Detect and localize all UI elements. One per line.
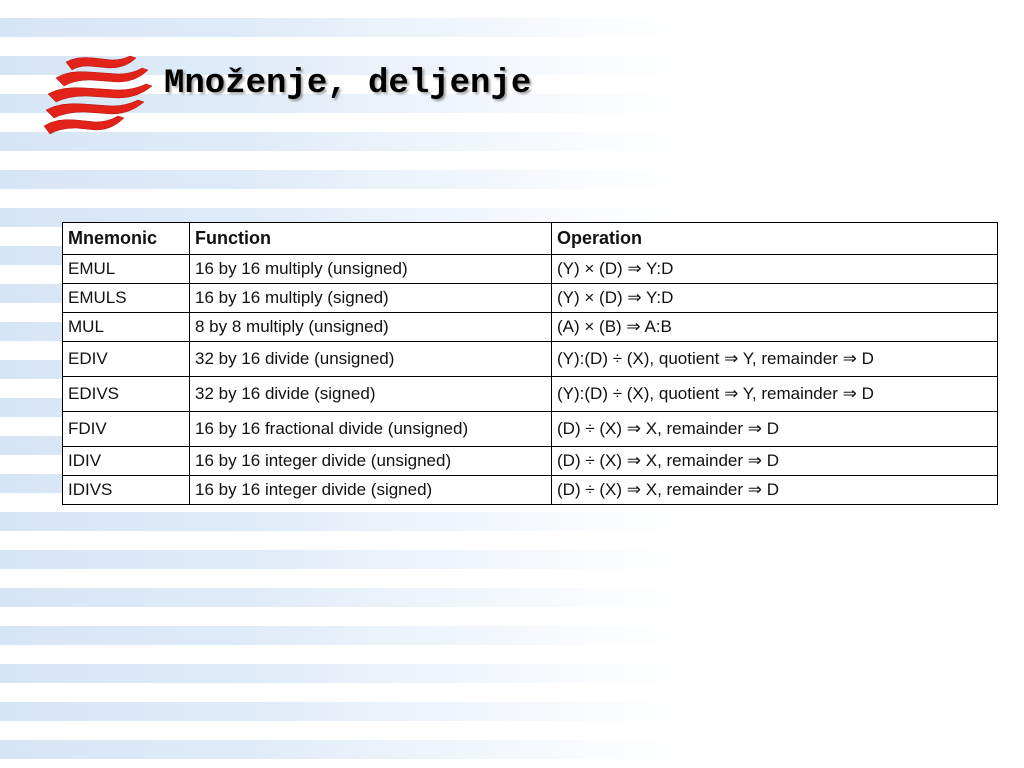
background-stripe — [0, 702, 1024, 721]
mnemonic-cell: EDIV — [63, 342, 190, 377]
mnemonic-cell: MUL — [63, 313, 190, 342]
operation-cell: (A) × (B) ⇒ A:B — [552, 313, 998, 342]
function-cell: 16 by 16 multiply (signed) — [190, 284, 552, 313]
table-row — [63, 447, 998, 476]
background-stripe — [0, 170, 1024, 189]
table-row — [63, 313, 998, 342]
function-cell: 32 by 16 divide (signed) — [190, 377, 552, 412]
table-row — [63, 476, 998, 505]
function-cell: 16 by 16 integer divide (signed) — [190, 476, 552, 505]
column-header-function: Function — [190, 223, 552, 255]
mnemonic-cell: EMUL — [63, 255, 190, 284]
operation-cell: (D) ÷ (X) ⇒ X, remainder ⇒ D — [552, 476, 998, 505]
table-header-row — [63, 223, 998, 255]
column-header-operation: Operation — [552, 223, 998, 255]
table-row — [63, 342, 998, 377]
slide-title: Množenje, deljenje — [164, 65, 532, 103]
background-stripe — [0, 550, 1024, 569]
function-cell: 8 by 8 multiply (unsigned) — [190, 313, 552, 342]
instruction-table — [62, 222, 998, 505]
operation-cell: (Y) × (D) ⇒ Y:D — [552, 255, 998, 284]
operation-cell: (Y):(D) ÷ (X), quotient ⇒ Y, remainder ⇒ D — [552, 342, 998, 377]
mnemonic-cell: FDIV — [63, 412, 190, 447]
background-stripe — [0, 664, 1024, 683]
mnemonic-cell: IDIV — [63, 447, 190, 476]
table-row — [63, 412, 998, 447]
function-cell: 16 by 16 fractional divide (unsigned) — [190, 412, 552, 447]
operation-cell: (Y):(D) ÷ (X), quotient ⇒ Y, remainder ⇒ D — [552, 377, 998, 412]
operation-cell: (Y) × (D) ⇒ Y:D — [552, 284, 998, 313]
instruction-table-container — [62, 222, 997, 505]
background-stripe — [0, 626, 1024, 645]
mnemonic-cell: EMULS — [63, 284, 190, 313]
background-stripe — [0, 740, 1024, 759]
table-row — [63, 284, 998, 313]
function-cell: 32 by 16 divide (unsigned) — [190, 342, 552, 377]
red-stripes-logo-icon — [38, 52, 168, 144]
table-row — [63, 377, 998, 412]
operation-cell: (D) ÷ (X) ⇒ X, remainder ⇒ D — [552, 412, 998, 447]
table-row — [63, 255, 998, 284]
operation-cell: (D) ÷ (X) ⇒ X, remainder ⇒ D — [552, 447, 998, 476]
column-header-mnemonic: Mnemonic — [63, 223, 190, 255]
background-stripe — [0, 512, 1024, 531]
background-stripe — [0, 588, 1024, 607]
mnemonic-cell: IDIVS — [63, 476, 190, 505]
background-stripe — [0, 18, 1024, 37]
function-cell: 16 by 16 multiply (unsigned) — [190, 255, 552, 284]
function-cell: 16 by 16 integer divide (unsigned) — [190, 447, 552, 476]
mnemonic-cell: EDIVS — [63, 377, 190, 412]
